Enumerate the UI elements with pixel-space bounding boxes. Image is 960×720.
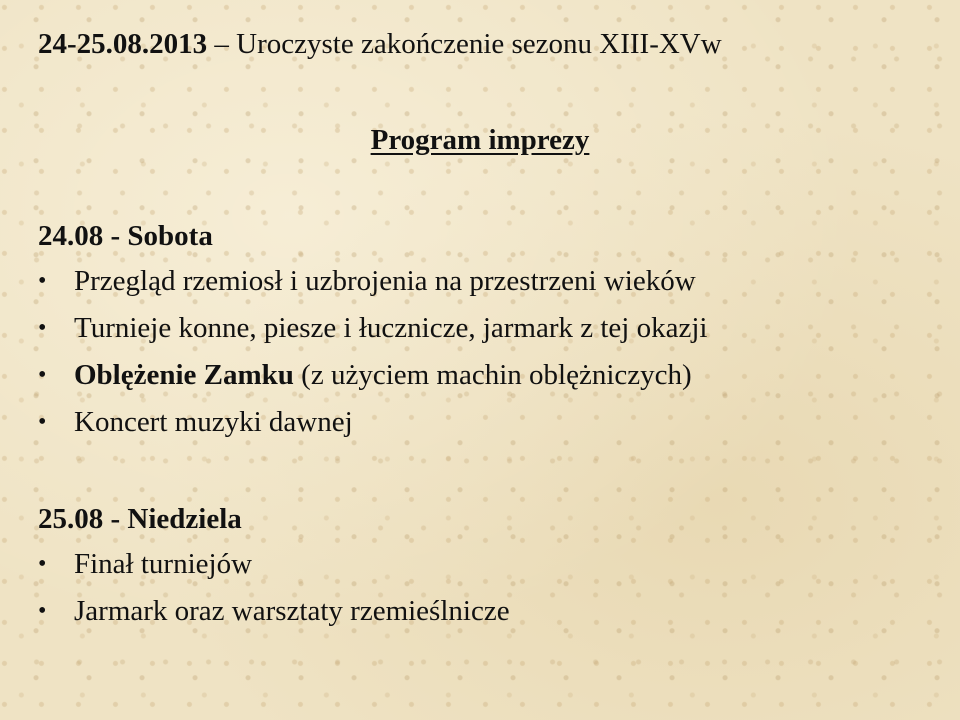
- event-header: [38, 22, 722, 66]
- header-separator: –: [207, 28, 237, 60]
- item-bold-text: Oblężenie Zamku: [74, 359, 294, 391]
- bullet-icon: •: [38, 551, 47, 577]
- bullet-icon: •: [38, 598, 47, 624]
- bullet-icon: •: [38, 268, 47, 294]
- saturday-list: [38, 258, 707, 446]
- bullet-icon: •: [38, 409, 47, 435]
- list-item: [38, 541, 510, 588]
- bullet-icon: •: [38, 362, 47, 388]
- day-heading-sunday: 25.08 - Niedziela: [38, 503, 242, 535]
- list-item: [38, 399, 707, 446]
- event-date: 24-25.08.2013: [38, 28, 208, 60]
- list-item: [38, 258, 707, 305]
- list-item: [38, 305, 707, 352]
- item-text: Przegląd rzemiosł i uzbrojenia na przestrzeni wieków: [74, 265, 696, 297]
- program-title: Program imprezy: [370, 124, 590, 156]
- list-item: [38, 588, 510, 635]
- sunday-list: [38, 541, 510, 635]
- item-text: Finał turniejów: [74, 548, 253, 580]
- item-text: Koncert muzyki dawnej: [74, 406, 353, 438]
- list-item: [38, 352, 707, 399]
- event-title: Uroczyste zakończenie sezonu XIII-XVw: [236, 28, 722, 60]
- day-heading-saturday: 24.08 - Sobota: [38, 220, 213, 252]
- item-text: Turnieje konne, piesze i łucznicze, jarmark z tej okazji: [74, 312, 708, 344]
- item-text: (z użyciem machin oblężniczych): [293, 359, 692, 391]
- bullet-icon: •: [38, 315, 47, 341]
- item-text: Jarmark oraz warsztaty rzemieślnicze: [74, 595, 510, 627]
